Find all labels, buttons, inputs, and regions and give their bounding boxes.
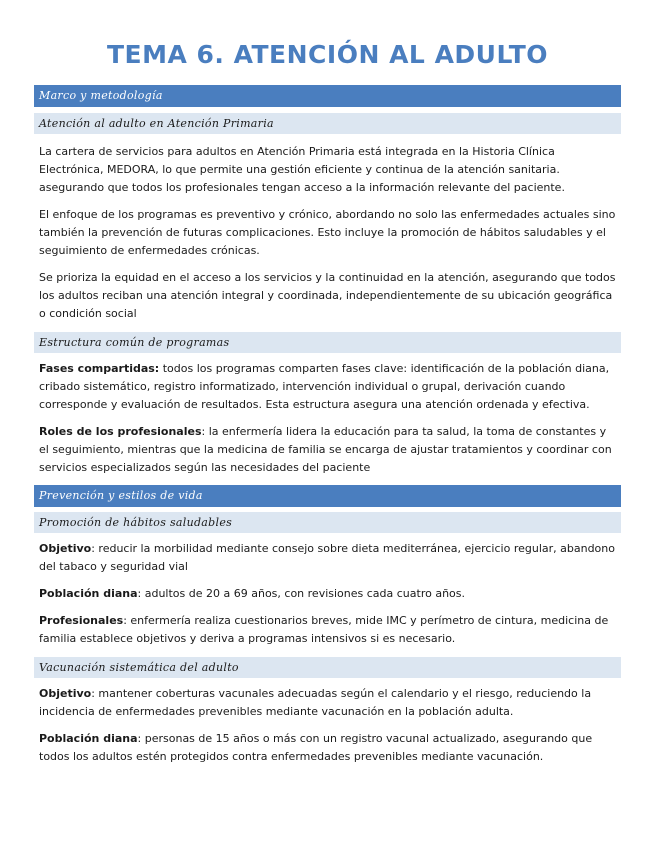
subsection-heading-vacunacion: Vacunación sistemática del adulto: [34, 657, 621, 678]
paragraph: Objetivo: reducir la morbilidad mediante consejo sobre dieta mediterránea, ejercicio regular, abandono del tabaco y seguridad vial: [39, 542, 615, 573]
paragraph: Se prioriza la equidad en el acceso a los servicios y la continuidad en la atención, asegurando que todos los adultos reciban una atención integral y coordinada, independientemente de su ubicación geográfica o condición social: [39, 271, 616, 320]
paragraph: El enfoque de los programas es preventivo y crónico, abordando no solo las enfermedades actuales sino también la prevención de futuras complicaciones. Esto incluye la promoción de hábitos saludables y el seguimiento de enfermedades crónicas.: [39, 208, 616, 257]
subsection-heading-habitos: Promoción de hábitos saludables: [34, 512, 621, 533]
paragraph-lead: Roles de los profesionales: [39, 425, 202, 438]
section-heading-marco: Marco y metodología: [34, 85, 621, 107]
paragraph: Roles de los profesionales: la enfermería lidera la educación para ta salud, la toma de constantes y el seguimiento, mientras que la medicina de familia se encarga de ajustar tratamientos y coordinar con servicios especializados según las necesidades del paciente: [39, 425, 612, 474]
paragraph: Objetivo: mantener coberturas vacunales adecuadas según el calendario y el riesgo, reduciendo la incidencia de enfermedades prevenibles mediante vacunación en la población adulta.: [39, 687, 592, 718]
paragraph-lead: Objetivo: [39, 687, 92, 700]
paragraph: Profesionales: enfermería realiza cuestionarios breves, mide IMC y perímetro de cintura, medicina de familia establece objetivos y deriva a programas intensivos si es necesario.: [39, 614, 609, 645]
subsection-heading-estructura: Estructura común de programas: [34, 332, 621, 353]
section-heading-prevencion: Prevención y estilos de vida: [34, 485, 621, 507]
page-title: TEMA 6. ATENCIÓN AL ADULTO: [106, 40, 549, 69]
subsection-heading-atencion-primaria: Atención al adulto en Atención Primaria: [34, 113, 621, 134]
paragraph-lead: Profesionales: [39, 614, 124, 627]
paragraph-lead: Objetivo: [39, 542, 92, 555]
paragraph: Fases compartidas: todos los programas comparten fases clave: identificación de la población diana, cribado sistemático, registro informatizado, intervención individual o grupal, derivación cuando corresponde y evaluación de resultados. Esta estructura asegura una atención ordenada y efectiva.: [39, 362, 610, 411]
paragraph: Población diana: adultos de 20 a 69 años, con revisiones cada cuatro años.: [39, 587, 465, 600]
paragraph-lead: Población diana: [39, 587, 138, 600]
paragraph-lead: Fases compartidas:: [39, 362, 160, 375]
paragraph-lead: Población diana: [39, 732, 138, 745]
paragraph: Población diana: personas de 15 años o más con un registro vacunal actualizado, asegurando que todos los adultos estén protegidos contra enfermedades prevenibles mediante vacunación.: [39, 732, 593, 763]
paragraph: La cartera de servicios para adultos en Atención Primaria está integrada en la Historia Clínica Electrónica, MEDORA, lo que permite una gestión eficiente y continua de la atención sanitaria. asegurando que todos los profesionales tengan acceso a la información relevante del paciente.: [39, 145, 565, 194]
